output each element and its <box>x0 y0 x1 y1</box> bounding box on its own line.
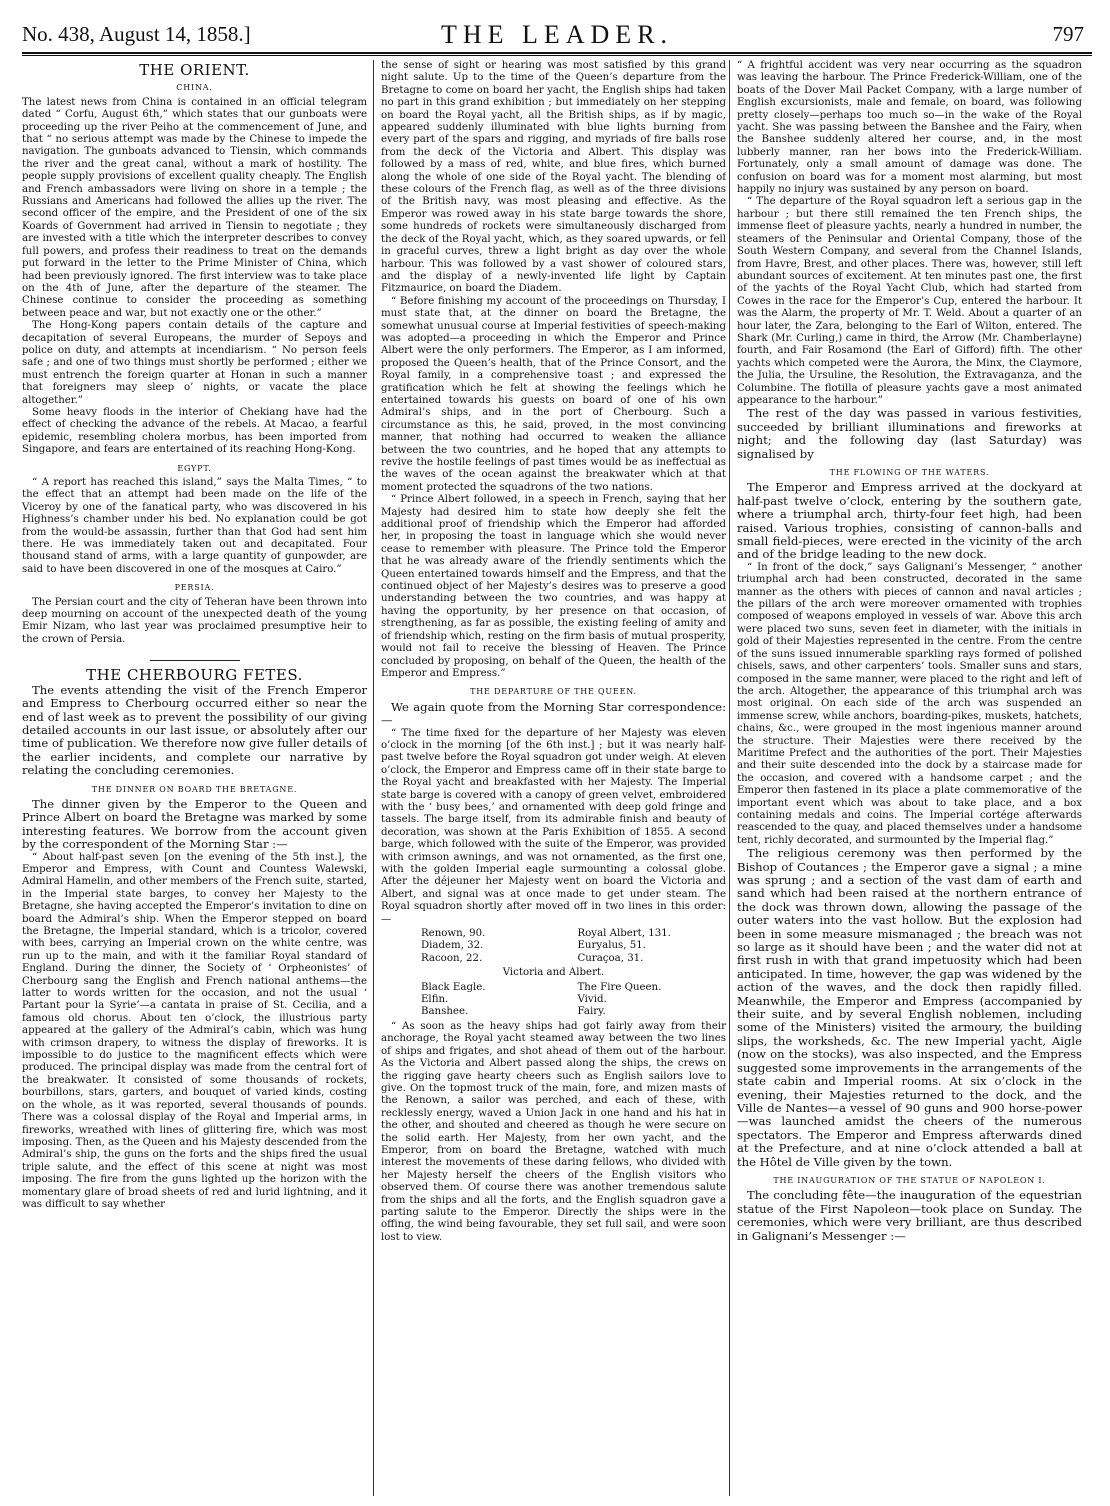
paragraph: The Emperor and Empress arrived at the dockyard at half-past twelve o’clock, entering by the southern gate, where a triumphal arch, thirty-four feet high, had been raised. Various trophies, consisting of cannon-balls and small field-pieces, were erected in the vicinity of the arch and of the bridge leading to the new dock. <box>737 480 1082 562</box>
masthead <box>22 20 1092 50</box>
ship-entry: Renown, 90. <box>421 928 486 940</box>
paragraph: “ The time fixed for the departure of her Majesty was eleven o’clock in the morning [of the 6th inst.] ; but it was nearly half-past twelve before the Royal squadron got under weigh. At eleven o’clock, the Emperor and Empress came off in their state barge to the Royal yacht and breakfasted with her Majesty. The Imperial state barge is covered with a canopy of green velvet, embroidered with the ‘ busy bees,’ and ornamented with deep gold fringe and tassels. The barge itself, from its admirable finish and beauty of decoration, was shown at the Paris Exhibition of 1855. A second barge, which followed with the suite of the Emperor, was provided with crimson awnings, and was not ornamented, as the first one, with the golden Imperial eagle surmounting a colossal globe. After the déjeuner her Majesty went on board the Victoria and Albert, and signal was at once made to get under steam. The Royal squadron shortly after moved off in two lines in this order:— <box>381 727 726 925</box>
paragraph: The religious ceremony was then performed by the Bishop of Coutances ; the Emperor gave a signal ; a mine was sprung ; and a section of the vast dam of earth and sand which had been raised at the northern entrance of the dock was thrown down, allowing the passage of the outer waters into the vast hollow. But the explosion had been in some measure mismanaged ; the breach was not so large as it should have been ; and the water did not at first rush in with that grand impetuosity which had been anticipated. In time, however, the gap was widened by the action of the waves, and the dock then rapidly filled. Meanwhile, the Emperor and Empress (accompanied by their suite, and by several English noblemen, including some of the Ministers) visited the armoury, the building slips, the worksheds, &c. The new Imperial yacht, Aigle (now on the stocks), was also inspected, and the Empress suggested some improvements in the arrangements of the state cabin and Imperial rooms. At six o’clock in the evening, their Majesties returned to the dock, and the Ville de Nantes—a vessel of 90 guns and 900 horse-power —was launched amidst the cheers of the numerous spectators. The Emperor and Empress afterwards dined at the Prefecture, and at nine o’clock attended a ball at the Hôtel de Ville given by the town. <box>737 846 1082 1169</box>
paragraph: The events attending the visit of the French Emperor and Empress to Cherbourg occurred either so near the end of last week as to prevent the possibility of our giving detailed accounts in our last issue, or absolutely after our time of publication. We therefore now give fuller details of the earlier incidents, and complete our narrative by relating the concluding ceremonies. <box>22 682 367 778</box>
paragraph: “ A frightful accident was very near occurring as the squadron was leaving the harbour. The Prince Frederick-William, one of the boats of the Dover Mail Packet Company, with a large number of English excursionists, male and female, on board, was following pretty closely—perhaps too much so—in the wake of the Royal yacht. She was passing between the Banshee and the Fairy, when the Banshee suddenly altered her course, and, in the most lubberly manner, ran her bows into the Frederick-William. Fortunately, only a small amount of damage was done. The confusion on board was for a moment most alarming, but most happily no injury was sustained by any person on board. <box>737 60 1082 196</box>
paragraph: “ Prince Albert followed, in a speech in French, saying that her Majesty had desired him to state how deeply she felt the additional proof of friendship which the Emperor had afforded her, in proposing the toast in language which she would never cease to remember with pleasure. The Prince told the Emperor that he was already aware of the friendly sentiments which the Queen entertained towards himself and the Empress, and that the continued object of her Majesty’s desires was to preserve a good understanding between the two countries, and was happy at having the opportunity, by her presence on that occasion, of strengthening, as far as possible, the existing feeling of amity and of friendship which, resting on the firm basis of mutual prosperity, would not fail to receive the blessing of Heaven. The Prince concluded by proposing, on behalf of the Queen, the health of the Emperor and Empress.” <box>381 494 726 679</box>
ship-entry: Vivid. <box>577 994 607 1006</box>
section-separator <box>150 660 240 661</box>
issue-date: No. 438, August 14, 1858.] <box>22 22 251 46</box>
paragraph: We again quote from the Morning Star correspondence:— <box>381 699 726 728</box>
paragraph: “ As soon as the heavy ships had got fairly away from their anchorage, the Royal yacht steamed away between the two lines of ships and frigates, and shot ahead of them out of the harbour. As the Victoria and Albert passed along the ships, the crews on the rigging gave hearty cheers such as English sailors love to give. On the topmost truck of the main, fore, and mizen masts of the Renown, a sailor was perched, and each of these, with recklessly energy, waved a Union Jack in one hand and his hat in the other, and shouted and cheered as though he were secure on the solid earth. Her Majesty, from her own yacht, and the Emperor, from on board the Bretagne, watched with much interest the movements of these daring fellows, who divided with her Majesty herself the cheers of the English visitors who observed them. Of course there was another tremendous salute from the ships and all the forts, and the English squadron gave a parting salute to the Emperor. Directly the ships were in the offing, the wind being favourable, they set full sail, and were soon lost to view. <box>381 1020 726 1243</box>
subhead-china: CHINA. <box>176 83 213 93</box>
subhead-egypt: EGYPT. <box>177 463 212 473</box>
ship-entry: Royal Albert, 131. <box>577 928 671 940</box>
ship-entry: The Fire Queen. <box>577 981 662 993</box>
column-1 <box>22 60 367 1496</box>
paragraph: “ In front of the dock,” says Galignani’s Messenger, “ another triumphal arch had been constructed, decorated in the same manner as the others with pieces of cannon and naval articles ; the pillars of the arch were moreover ornamented with trophies composed of weapons employed in vessels of war. Above this arch were placed two suns, seven feet in diameter, with the initials in gold of their Majesties represented in the centre. From the centre of the suns issued innumerable sparkling rays formed of polished chisels, saws, and other carpenters’ tools. Smaller suns and stars, composed in the same manner, were placed to the right and left of the arch. Altogether, the appearance of this triumphal arch was most original. On each side of the arch was suspended an immense screw, while anchors, boarding-pikes, muskets, hatchets, chains, &c., were grouped in the most ingenious manner around the structure. Their Majesties were there received by the Maritime Prefect and the authorities of the port. Their Majesties and their suite descended into the dock by a staircase made for the occasion, and covered with a handsome carpet ; and the Emperor then fastened in its place a plate commemorative of the important event which was about to take place, and a box containing medals and coins. The Imperial cortége afterwards reascended to the quay, and placed themselves under a handsome tent, richly decorated, and surmounted by the Imperial flag.” <box>737 561 1082 846</box>
section-title-orient: THE ORIENT. <box>139 61 250 79</box>
paragraph: the sense of sight or hearing was most satisfied by this grand night salute. Up to the time of the Queen’s departure from the Bretagne to come on board her yacht, the English ships had taken no part in this grand exhibition ; but immediately on her stepping on board the Royal yacht, all the British ships, as if by magic, appeared suddenly illuminated with blue lights burning from every part of the spars and rigging, and myriads of fire balls rose from the deck of the Victoria and Albert. This display was followed by a mass of red, white, and blue fires, which burned along the whole of one side of the Royal yacht. The blending of these colours of the French flag, as well as of the three divisions of the British navy, was most pleasing and effective. As the Emperor was rowed away in his state barge towards the shore, some hundreds of rockets were simultaneously discharged from the deck of the Royal yacht, which, as they soared upwards, or fell in graceful curves, threw a light bright as day over the whole harbour. This was followed by a vast shower of coloured stars, and the display of a newly-invented life light by Captain Fitzmaurice, on board the Diadem. <box>381 60 726 295</box>
section-title-cherbourg: THE CHERBOURG FETES. <box>86 666 303 685</box>
paragraph: The latest news from China is contained in an official telegram dated “ Corfu, August 6th,” which states that our gunboats were proceeding up the river Peiho at the commencement of June, and that “ no serious attempt was made by the Chinese to impede the navigation. The gunboats advanced to Tiensin, which commands the river and the great canal, without a mark of hostility. The people supply provisions of excellent quality cheaply. The English and French ambassadors were living on shore in a temple ; the Russians and Americans had followed the allies up the river. The second officer of the empire, and the President of one of the six Koards of Government had arrived in Tiensin to negotiate ; they are invested with a title which the interpreter describes to convey full powers, and profess their readiness to treat on the demands put forward in the letter to the Prime Minister of China, which had been previously ignored. The first interview was to take place on the 4th of June, after the departure of the steamer. The Chinese continue to consider the proceeding as something between peace and war, but not exactly one or the other.” <box>22 96 367 319</box>
newspaper-title: THE LEADER. <box>440 20 674 49</box>
ship-entry: Banshee. <box>421 1006 469 1018</box>
ship-list-first-line <box>421 928 726 965</box>
ship-entry: Euryalus, 51. <box>577 940 646 952</box>
ship-list-second-line <box>421 982 726 1019</box>
paragraph: “ Before finishing my account of the proceedings on Thursday, I must state that, at the dinner on board the Bretagne, the somewhat unusual course at Imperial festivities of speech-making was adopted—a proceeding in which the Emperor and Prince Albert were the only performers. The Emperor, as I am informed, proposed the Queen’s health, that of the Prince Consort, and the Royal family, in a comprehensive toast ; and expressed the gratification which he felt at showing the feelings which he entertained towards his guests on board of one of his own Admiral’s ships, and in the port of Cherbourg. Such a circumstance as this, he said, proved, in the most convincing manner, that nothing had occurred to weaken the alliance between the two countries, and he hoped that any attempts to revive the hostile feelings of past times would be as ineffectual as the waves of the ocean against the breakwater which at that moment protected the squadrons of the two nations. <box>381 295 726 493</box>
paragraph: The dinner given by the Emperor to the Queen and Prince Albert on board the Bretagne was marked by some interesting features. We borrow from the account given by the correspondent of the Morning Star :— <box>22 796 367 852</box>
column-divider <box>729 60 730 1496</box>
ship-entry: Black Eagle. <box>421 981 486 993</box>
column-divider <box>373 60 374 1496</box>
subhead-dinner: THE DINNER ON BOARD THE BRETAGNE. <box>91 784 298 794</box>
paragraph: Some heavy floods in the interior of Chekiang have had the effect of checking the advance of the rebels. At Macao, a fearful epidemic, resembling cholera morbus, has been imported from Singapore, and fears are entertained of its reaching Hong-Kong. <box>22 406 367 456</box>
ship-entry: Curaçoa, 31. <box>577 952 644 964</box>
ship-entry: Fairy. <box>577 1006 606 1018</box>
paragraph: The concluding fête—the inauguration of the equestrian statue of the First Napoleon—took place on Sunday. The ceremonies, which were very brilliant, are thus described in Galignani’s Messenger :— <box>737 1188 1082 1243</box>
paragraph: “ About half-past seven [on the evening of the 5th inst.], the Emperor and Empress, with Count and Countess Walewski, Admiral Hamelin, and other members of the French suite, started, in the Imperial state barges, to convey her Majesty to the Bretagne, she having accepted the Emperor’s invitation to dine on board the Admiral’s ship. When the Emperor stepped on board the Bretagne, the Imperial standard, which is a tricolor, covered with bees, carrying an Imperial crown on the white centre, was run up to the main, and with it the familiar Royal standard of England. During the dinner, the Society of ‘ Orpheonistes’ of Cherbourg sang the English and French national anthems—the latter to words written for the occasion, and not the usual ‘ Partant pour la Syrie’—a cantata in praise of St. Cecilia, and a famous old chorus. About ten o’clock, the illustrious party appeared at the gallery of the Admiral’s cabin, which was hung with crimson drapery, to witness the display of fireworks. It is impossible to do justice to the magnificent effects which were produced. The principal display was made from the central fort of the breakwater. It consisted of some thousands of rockets, bourbillons, stars, garters, and bouquet of varied kinds, costing on the whole, as it was reported, several thousands of pounds. There was a colossal display of the Royal and Imperial arms, in fireworks, wreathed with lines of glittering fire, which was most imposing. Then, as the Queen and his Majesty descended from the Admiral’s ship, the guns on the forts and the ships fired the usual triple salute, and the effect of this scene at night was most imposing. The fire from the guns lighted up the horizon with the momentary glare of broad sheets of red and lurid lightning, and it was difficult to say whether <box>22 851 367 1210</box>
masthead-rule <box>22 52 1092 56</box>
subhead-persia: PERSIA. <box>174 583 215 593</box>
paragraph: The rest of the day was passed in various festivities, succeeded by brilliant illuminations and fireworks at night; and the following day (last Saturday) was signalised by <box>737 406 1082 461</box>
ship-entry: Racoon, 22. <box>421 952 483 964</box>
royal-yacht-line: Victoria and Albert. <box>502 967 605 979</box>
subhead-statue: THE INAUGURATION OF THE STATUE OF NAPOLEON I. <box>773 1175 1046 1185</box>
ship-entry: Elfin. <box>421 994 449 1006</box>
paragraph: “ A report has reached this island,” says the Malta Times, “ to the effect that an attempt had been made on the life of the Viceroy by one of the fanatical party, who was discovered in his Highness’s chamber under his bed. No explanation could be got from the would-be assassin, further than that God had sent him there. He was immediately taken out and decapitated. Four thousand stand of arms, with a large quantity of gunpowder, are said to have been discovered in one of the mosques at Cairo.” <box>22 477 367 575</box>
paragraph: The Hong-Kong papers contain details of the capture and decapitation of several Europeans, the murder of Sepoys and police on duty, and attempts at incendiarism. “ No person feels safe ; and one of two things must shortly be performed ; either we must entrench the foreign quarter at Honan in such a manner that foreigners may sleep o’ nights, or vacate the place altogether.” <box>22 320 367 406</box>
subhead-departure: THE DEPARTURE OF THE QUEEN. <box>470 687 637 697</box>
paragraph: The Persian court and the city of Teheran have been thrown into deep mourning on account of the unexpected death of the young Emir Nizam, who last year was proclaimed presumptive heir to the crown of Persia. <box>22 596 367 645</box>
column-2 <box>381 60 726 1496</box>
paragraph: “ The departure of the Royal squadron left a serious gap in the harbour ; but there still remained the ten French ships, the immense fleet of pleasure yachts, nearly a hundred in number, the steamers of the Peninsular and Oriental Company, those of the South Western Company, and several from the Channel Islands, from Havre, Brest, and other places. There was, however, still left abundant sources of excitement. At ten minutes past one, the first of the yachts of the Royal Yacht Club, which had started from Cowes in the race for the Emperor’s Cup, entered the harbour. It was the Alarm, the property of Mr. T. Weld. About a quarter of an hour later, the Zara, belonging to the Earl of Wilton, entered. The Shark (Mr. Curling,) came in third, the Arrow (Mr. Chamberlayne) fourth, and Fair Rosamond (the Earl of Gifford) fifth. The other yachts which competed were the Aurora, the Minx, the Claymore, the Julia, the Ursuline, the Resolution, the Extravaganza, and the Columbine. The flotilla of pleasure yachts gave a most animated appearance to the harbour.” <box>737 196 1082 406</box>
page-number: 797 <box>1052 22 1084 46</box>
column-3 <box>737 60 1082 1496</box>
subhead-flowing: THE FLOWING OF THE WATERS. <box>829 468 990 477</box>
ship-entry: Diadem, 32. <box>421 940 484 952</box>
